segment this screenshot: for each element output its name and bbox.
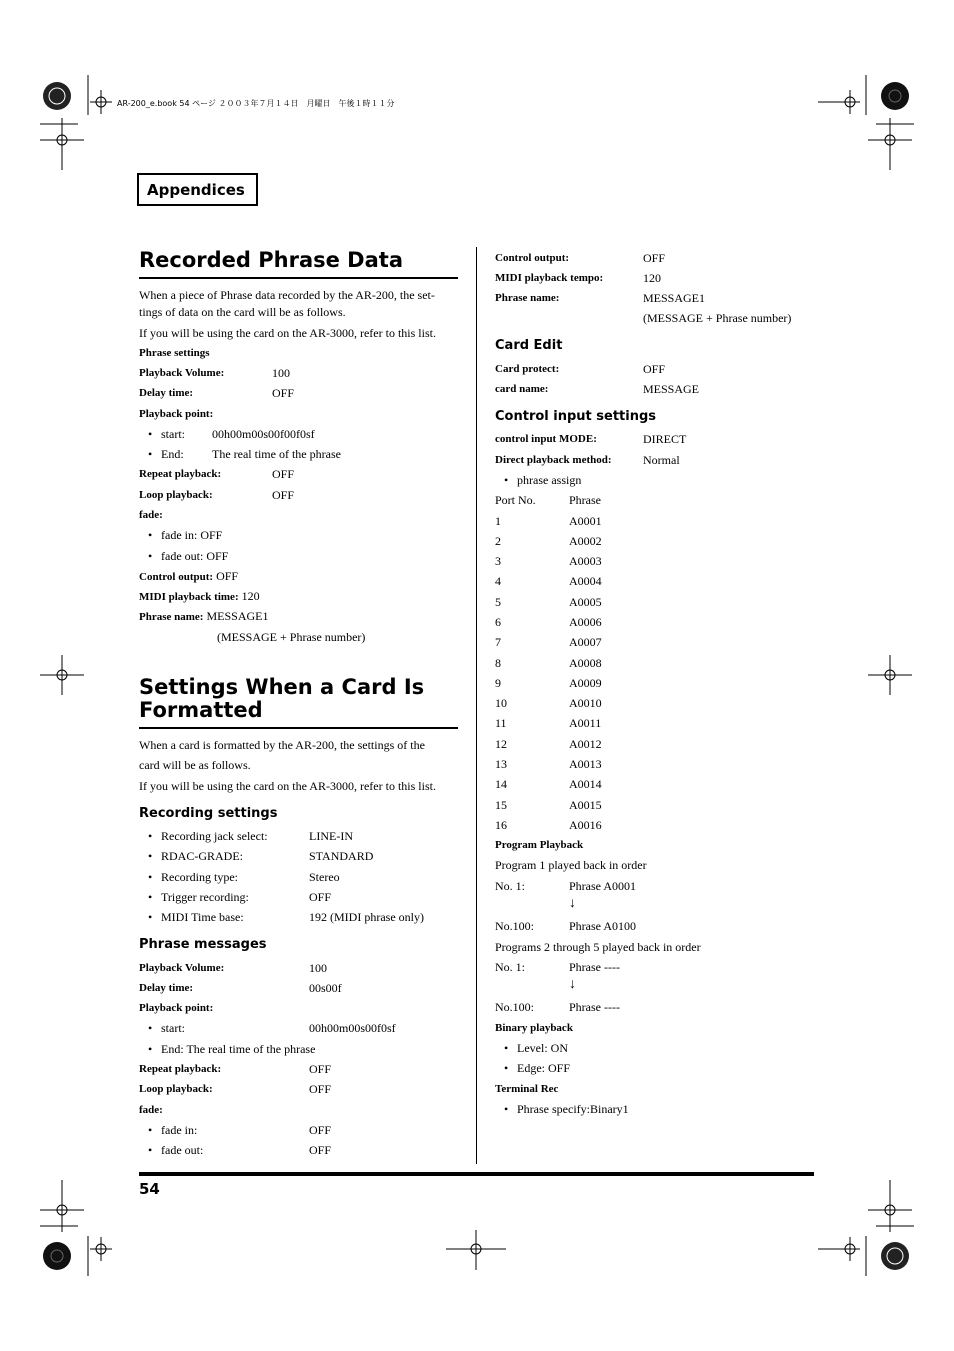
setting-label: Repeat playback: xyxy=(139,468,222,480)
table-cell: 6 xyxy=(495,615,501,629)
list-item: • Phrase specify:Binary1 xyxy=(517,1102,629,1116)
table-cell: 4 xyxy=(495,574,501,588)
setting-label: Delay time: xyxy=(139,982,194,994)
recording-settings-heading: Recording settings xyxy=(139,806,278,821)
table-cell: A0003 xyxy=(569,554,602,568)
table-cell: A0001 xyxy=(569,514,602,528)
footer-rule xyxy=(139,1172,814,1176)
list-item: • Recording jack select: xyxy=(161,829,268,843)
setting-label: Card protect: xyxy=(495,363,560,375)
phrase-settings-heading: Phrase settings xyxy=(139,347,210,359)
setting-label: MIDI playback time: xyxy=(139,591,239,603)
table-cell: A0015 xyxy=(569,798,602,812)
setting-value: DIRECT xyxy=(643,432,687,446)
setting-value: MESSAGE xyxy=(643,382,700,396)
setting-value: OFF xyxy=(309,1143,332,1157)
table-header: Port No. xyxy=(495,493,536,507)
setting-label: Delay time: xyxy=(139,387,194,399)
table-cell: 3 xyxy=(495,554,501,568)
table-cell: A0007 xyxy=(569,635,602,649)
setting-label: fade: xyxy=(139,509,163,521)
table-cell: 8 xyxy=(495,656,501,670)
table-cell: A0014 xyxy=(569,777,602,791)
setting-value: 100 xyxy=(272,366,290,380)
table-cell: 16 xyxy=(495,818,507,832)
list-item: • phrase assign xyxy=(517,473,581,487)
program-step-label: No.100: xyxy=(495,1000,534,1014)
program-step-label: No.100: xyxy=(495,919,534,933)
list-item: • Level: ON xyxy=(517,1041,568,1055)
setting-value: 00h00m00s00f00f0sf xyxy=(212,427,315,441)
setting-value: MESSAGE1 xyxy=(203,609,269,623)
title-rule xyxy=(139,727,458,729)
list-item: • fade out: xyxy=(161,1143,203,1157)
setting-value: 100 xyxy=(309,961,327,975)
setting-label: Control output: xyxy=(139,571,214,583)
setting-value: 120 xyxy=(643,271,661,285)
control-output-line xyxy=(139,569,238,584)
list-item: • RDAC-GRADE: xyxy=(161,849,243,863)
formatted-intro: card will be as follows. xyxy=(139,758,251,772)
down-arrow-icon: ↓ xyxy=(569,977,576,992)
table-cell: A0012 xyxy=(569,737,602,751)
recorded-title: Recorded Phrase Data xyxy=(139,248,403,272)
setting-label: Phrase name: xyxy=(139,611,204,623)
table-cell: 11 xyxy=(495,716,507,730)
phrase-name-line xyxy=(139,609,268,624)
card-edit-heading: Card Edit xyxy=(495,338,563,353)
setting-label: Playback point: xyxy=(139,408,214,420)
list-item: • End: xyxy=(161,447,184,461)
section-tab-label: Appendices xyxy=(147,181,245,199)
setting-value: 00h00m00s00f0sf xyxy=(309,1021,396,1035)
setting-value: Stereo xyxy=(309,870,340,884)
list-item: • start: xyxy=(161,427,185,441)
table-cell: 1 xyxy=(495,514,501,528)
list-item: • End: The real time of the phrase xyxy=(161,1042,315,1056)
table-cell: A0005 xyxy=(569,595,602,609)
setting-label: Control output: xyxy=(495,252,570,264)
table-cell: A0009 xyxy=(569,676,602,690)
program-step-value: Phrase A0100 xyxy=(569,919,636,933)
setting-value: OFF xyxy=(272,467,295,481)
setting-value: STANDARD xyxy=(309,849,374,863)
setting-value: 00s00f xyxy=(309,981,342,995)
setting-label: Playback point: xyxy=(139,1002,214,1014)
setting-value: 192 (MIDI phrase only) xyxy=(309,910,424,924)
setting-label: Playback Volume: xyxy=(139,962,225,974)
program-step-value: Phrase ---- xyxy=(569,1000,620,1014)
program-playback-heading: Program Playback xyxy=(495,839,584,851)
table-cell: 10 xyxy=(495,696,507,710)
program-step-value: Phrase ---- xyxy=(569,960,620,974)
setting-value: OFF xyxy=(272,386,295,400)
phrase-name-note: (MESSAGE + Phrase number) xyxy=(643,311,792,325)
control-input-heading: Control input settings xyxy=(495,409,657,424)
column-divider xyxy=(476,247,477,1164)
setting-label: Loop playback: xyxy=(139,489,213,501)
setting-label: MIDI playback tempo: xyxy=(495,272,604,284)
table-cell: 9 xyxy=(495,676,501,690)
setting-value: 120 xyxy=(238,589,260,603)
section-tab xyxy=(137,173,258,206)
recorded-intro-ar3000: If you will be using the card on the AR-3000, refer to this list. xyxy=(139,326,436,340)
program-step-label: No. 1: xyxy=(495,960,525,974)
setting-value: OFF xyxy=(272,488,295,502)
formatted-intro-ar3000: If you will be using the card on the AR-3000, refer to this list. xyxy=(139,779,436,793)
recorded-intro: When a piece of Phrase data recorded by the AR-200, the set- xyxy=(139,288,435,302)
table-cell: 13 xyxy=(495,757,507,771)
table-cell: 2 xyxy=(495,534,501,548)
table-cell: A0004 xyxy=(569,574,602,588)
binary-playback-heading: Binary playback xyxy=(495,1022,573,1034)
phrase-name-note: (MESSAGE + Phrase number) xyxy=(217,630,366,644)
table-cell: A0016 xyxy=(569,818,602,832)
table-cell: A0011 xyxy=(569,716,602,730)
table-cell: A0002 xyxy=(569,534,602,548)
table-cell: 14 xyxy=(495,777,507,791)
table-cell: A0013 xyxy=(569,757,602,771)
list-item: • Trigger recording: xyxy=(161,890,249,904)
down-arrow-icon: ↓ xyxy=(569,896,576,911)
table-cell: 5 xyxy=(495,595,501,609)
list-item: • start: xyxy=(161,1021,185,1035)
setting-value: OFF xyxy=(309,1082,332,1096)
setting-label: card name: xyxy=(495,383,549,395)
phrase-messages-heading: Phrase messages xyxy=(139,937,267,952)
setting-value: OFF xyxy=(643,362,666,376)
terminal-rec-heading: Terminal Rec xyxy=(495,1083,559,1095)
program-step-value: Phrase A0001 xyxy=(569,879,636,893)
setting-value: MESSAGE1 xyxy=(643,291,706,305)
file-info: AR-200_e.book 54 ページ ２００３年７月１４日 月曜日 午後１時１１分 xyxy=(117,99,395,108)
setting-label: fade: xyxy=(139,1104,163,1116)
list-item: • fade out: OFF xyxy=(161,549,228,563)
list-item: • Edge: OFF xyxy=(517,1061,570,1075)
setting-value: The real time of the phrase xyxy=(212,447,341,461)
table-cell: A0006 xyxy=(569,615,602,629)
midi-time-line xyxy=(139,589,260,604)
setting-label: Repeat playback: xyxy=(139,1063,222,1075)
formatted-title: Settings When a Card Is xyxy=(139,675,425,699)
table-cell: A0008 xyxy=(569,656,602,670)
setting-label: Direct playback method: xyxy=(495,454,612,466)
list-item: • fade in: xyxy=(161,1123,197,1137)
list-item: • Recording type: xyxy=(161,870,238,884)
table-cell: A0010 xyxy=(569,696,602,710)
table-cell: 15 xyxy=(495,798,507,812)
formatted-intro: When a card is formatted by the AR-200, the settings of the xyxy=(139,738,425,752)
table-cell: 7 xyxy=(495,635,501,649)
setting-value: Normal xyxy=(643,453,680,467)
setting-value: OFF xyxy=(643,251,666,265)
setting-label: Loop playback: xyxy=(139,1083,213,1095)
table-header: Phrase xyxy=(569,493,601,507)
title-rule xyxy=(139,277,458,279)
list-item: • MIDI Time base: xyxy=(161,910,244,924)
setting-label: control input MODE: xyxy=(495,433,597,445)
setting-value: OFF xyxy=(309,890,332,904)
program-description: Program 1 played back in order xyxy=(495,858,647,872)
program-description: Programs 2 through 5 played back in order xyxy=(495,940,701,954)
table-cell: 12 xyxy=(495,737,507,751)
program-step-label: No. 1: xyxy=(495,879,525,893)
setting-value: OFF xyxy=(213,569,239,583)
formatted-title: Formatted xyxy=(139,698,263,722)
list-item: • fade in: OFF xyxy=(161,528,222,542)
recorded-intro: tings of data on the card will be as follows. xyxy=(139,305,346,319)
setting-value: OFF xyxy=(309,1062,332,1076)
page-number: 54 xyxy=(139,1180,160,1198)
setting-value: LINE-IN xyxy=(309,829,353,843)
setting-label: Phrase name: xyxy=(495,292,560,304)
setting-label: Playback Volume: xyxy=(139,367,225,379)
setting-value: OFF xyxy=(309,1123,332,1137)
